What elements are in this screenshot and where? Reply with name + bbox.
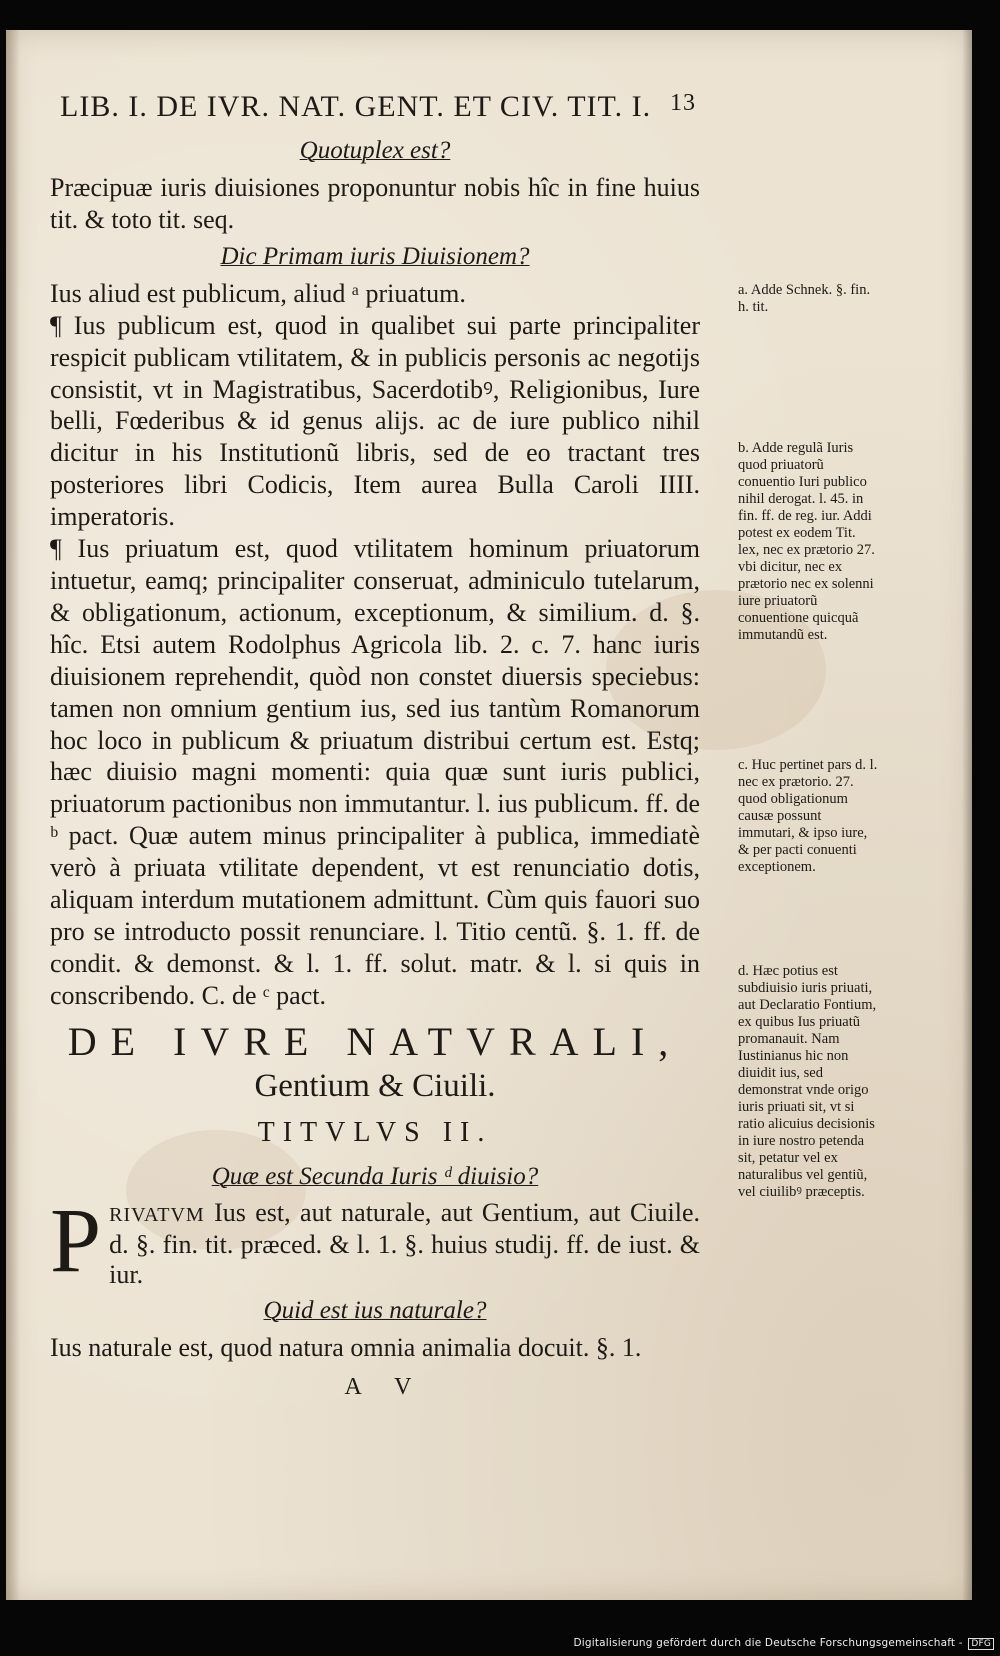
main-text-column <box>50 130 700 1401</box>
book-page <box>6 30 972 1600</box>
question-heading: Quid est ius naturale? <box>263 1296 487 1324</box>
question-heading: Quæ est Secunda Iuris ᵈ diuisio? <box>211 1162 539 1190</box>
margin-note-b: b. Adde regulã Iuris quod priuatorũ conuentio Iuri publico nihil derogat. l. 45. in fin. ff. de reg. iur. Addi potest ex eodem Tit. lex, nec ex prætorio 27. vbi dicitur, nec ex prætorio nec ex solenni iure priuatorũ conuentione quicquã immutandũ est. <box>738 440 875 643</box>
question-heading: Dic Primam iuris Diuisionem? <box>220 242 530 270</box>
paragraph: Præcipuæ iuris diuisiones proponuntur nobis hîc in fine huius tit. & toto tit. seq. <box>50 173 700 234</box>
gutter-shadow <box>6 30 20 1600</box>
running-header <box>60 90 696 124</box>
paragraph: Ius aliud est publicum, aliud ᵃ priuatum. <box>50 278 466 308</box>
signature-mark: A V <box>344 1373 426 1400</box>
paragraph: Ius naturale est, quod natura omnia animalia docuit. §. 1. <box>50 1332 642 1362</box>
paragraph-text: Ius est, aut naturale, aut Gentium, aut Ciuile. d. §. fin. tit. præced. & l. 1. §. huius studij. ff. de iust. & iur. <box>109 1197 700 1289</box>
digitization-credit <box>573 1637 994 1650</box>
margin-note-c: c. Huc pertinet pars d. l. nec ex prætorio. 27. quod obligationum causæ possunt immutari, & ipso iure, & per pacti conuenti exceptionem. <box>738 757 878 875</box>
small-caps-word: RIVATVM <box>109 1203 205 1226</box>
drop-cap: P <box>50 1188 102 1291</box>
section-subtitle: Gentium & Ciuili. <box>254 1067 496 1104</box>
dfg-logo: DFG <box>968 1638 994 1650</box>
margin-note-d: d. Hæc potius est subdiuisio iuris priuati, aut Declaratio Fontium, ex quibus Ius priuatũ promanauit. Nam Iustinianus hic non diuidit ius, sed demonstrat vnde origo iuris priuati sit, vt si ratio alicuius decisionis in iure nostro petenda sit, petatur vel ex naturalibus vel gentiũ, vel ciuilibꝰ præceptis. <box>738 963 877 1200</box>
header-title: LIB. I. DE IVR. NAT. GENT. ET CIV. TIT. I. <box>60 90 652 123</box>
credit-text: Digitalisierung gefördert durch die Deutsche Forschungsgemeinschaft - <box>573 1637 963 1649</box>
paragraph: ¶ Ius publicum est, quod in qualibet sui parte principaliter respicit publicam vtilitatem, & in publicis personis ac negotijs consistit, vt in Magistratibus, Sacerdotibꝰ, Religionibus, Iure belli, Fœderibus & id genus alijs. ac de iure publico nihil dicitur in his Institutionũ libris, sed de eo tractant tres posteriores libri Codicis, Item aurea Bulla Caroli IIII. imperatoris. <box>50 310 700 532</box>
paragraph-with-drop-cap <box>50 1188 700 1291</box>
paragraph: ¶ Ius priuatum est, quod vtilitatem hominum priuatorum intuetur, eamq; principaliter conseruat, adminiculo tutelarum, & obligationum, actionum, exceptionum, & similium. d. §. hîc. Etsi autem Rodolphus Agricola lib. 2. c. 7. hanc iuris diuisionem reprehendit, quòd non constet diuersis speciebus: tamen non omnium gentium ius, sed ius tantùm Romanorum hoc loco in publicum & priuatum distribui certum est. Estq; hæc diuisio magni momenti: quia quæ sunt iuris publici, priuatorum pactionibus non immutantur. l. ius publicum. ff. de ᵇ pact. Quæ autem minus principaliter à publica, immediatè verò à priuata vtilitate dependent, vt est renunciatio dotis, aliquam interdum mutationem admittunt. Cùm quis fauori suo pro se introducto possit renunciare. l. Titio centũ. §. 1. ff. de condit. & demonst. & l. 1. ff. solut. matr. & l. si quis in conscribendo. C. de ᶜ pact. <box>50 534 700 1010</box>
section-title: DE IVRE NATVRALI, <box>67 1018 683 1064</box>
question-heading: Quotuplex est? <box>299 137 451 164</box>
margin-note-a: a. Adde Schnek. §. fin. h. tit. <box>738 282 871 315</box>
titulus-heading: TITVLVS II. <box>257 1116 493 1148</box>
page-number: 13 <box>670 90 696 116</box>
edge-shadow <box>962 30 972 1600</box>
